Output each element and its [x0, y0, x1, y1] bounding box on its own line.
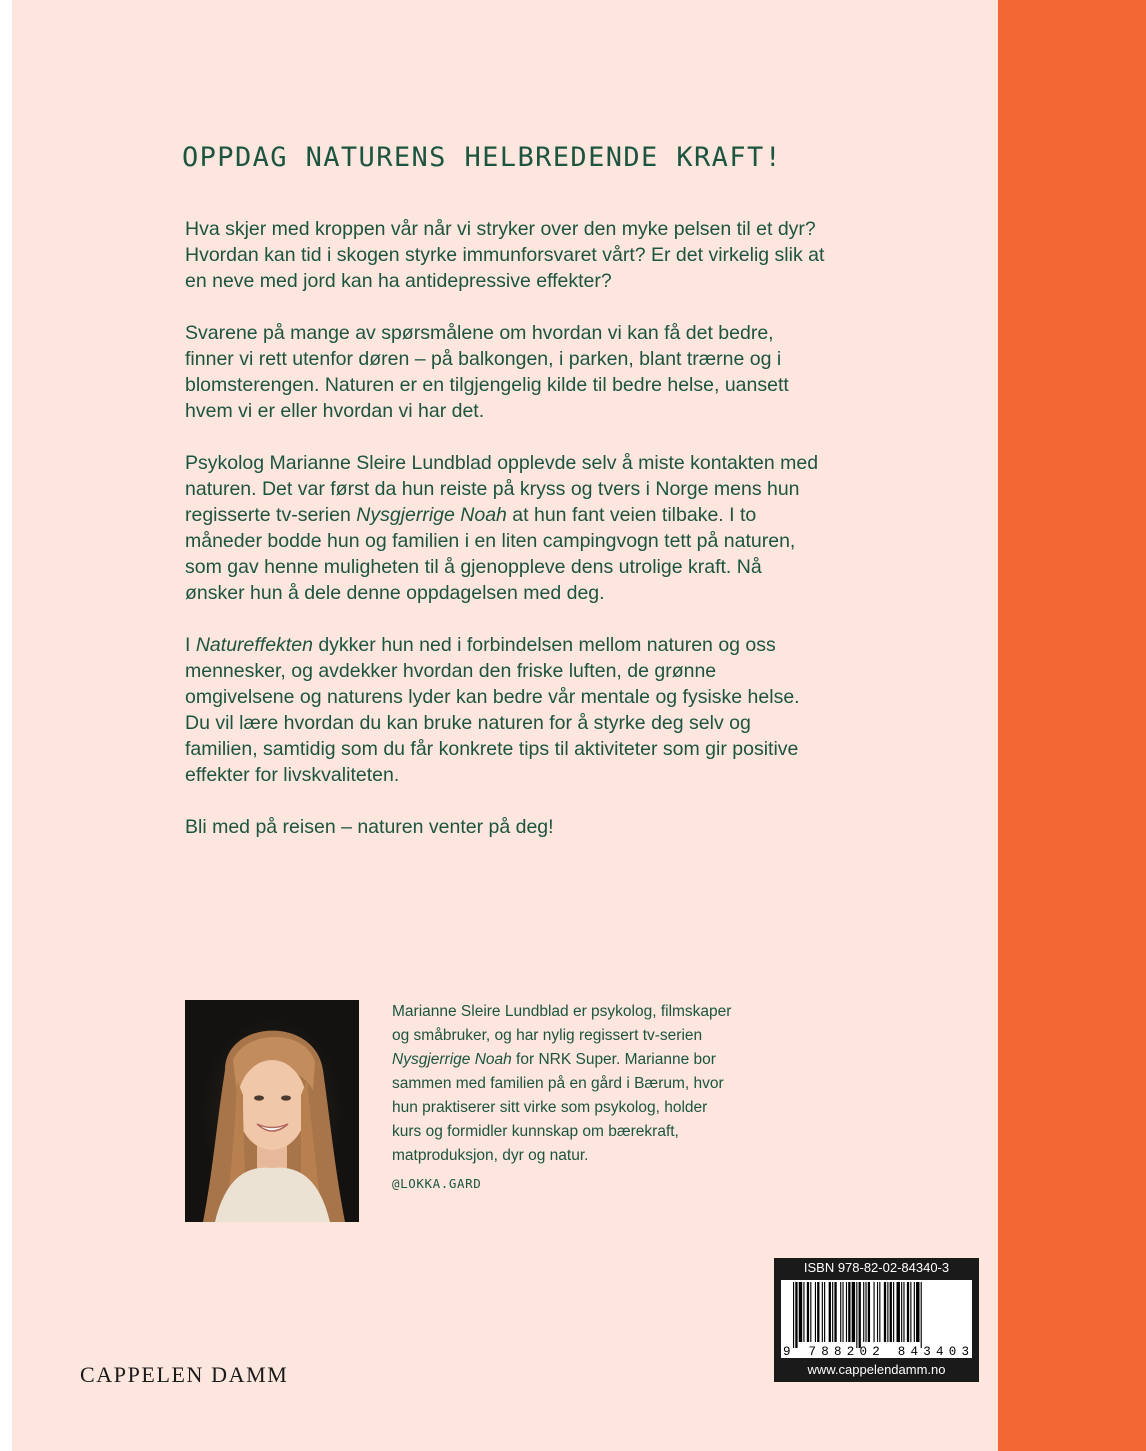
barcode-bar	[852, 1282, 855, 1342]
barcode-bar	[815, 1282, 816, 1342]
barcode-bar	[856, 1282, 857, 1348]
barcode-bar	[846, 1282, 847, 1342]
bio-text	[392, 1000, 732, 1168]
orange-spine-band	[998, 0, 1146, 1451]
barcode-bar	[890, 1282, 892, 1342]
paragraph-3-start: Psykolog Marianne Sleire Lundblad opplevde selv å miste kontakten med naturen. Det var først da hun reiste på kryss og tvers i Norge mens hun regisserte tv-serien	[185, 452, 819, 526]
instagram-handle: @LOKKA.GARD	[392, 1176, 482, 1191]
barcode-bar	[810, 1282, 811, 1342]
barcode-bar	[799, 1282, 802, 1342]
paragraph-3-end: at hun fant veien tilbake. I to måneder bodde hun og familien i en liten campingvogn tett på naturen, som gav henne muligheten til å gjenoppleve dens utrolige kraft. Nå ønsker hun å dele denne oppdagelsen med deg.	[185, 504, 796, 604]
bio-series-title: Nysgjerrige Noah	[392, 1051, 512, 1068]
paragraph-4	[185, 632, 825, 788]
publisher-logo: CAPPELEN DAMM	[80, 1362, 289, 1387]
barcode-bar	[887, 1282, 888, 1342]
barcode-bar	[834, 1282, 836, 1342]
paragraph-1: Hva skjer med kroppen vår når vi stryker over den myke pelsen til et dyr? Hvordan kan tid i skogen styrke immunforsvaret vårt? Er det virkelig slik at en neve med jord kan ha antidepressive effekter?	[185, 218, 825, 292]
barcode-digits: 9 788202 843403	[783, 1345, 969, 1358]
barcode-bar	[793, 1282, 794, 1348]
bio-end: for NRK Super. Marianne bor sammen med familien på en gård i Bærum, hvor hun praktiserer sitt virke som psykolog, holder kurs og formidler kunnskap om bærekraft, matproduksjon, dyr og natur.	[392, 1051, 724, 1164]
barcode-bar	[840, 1282, 841, 1342]
barcode-bar	[907, 1282, 909, 1342]
barcode-bar	[877, 1282, 878, 1342]
author-bio	[392, 1000, 732, 1196]
barcode-bar	[897, 1282, 900, 1342]
barcode	[781, 1280, 972, 1358]
book-title: Natureffekten	[195, 634, 313, 656]
barcode-bar	[884, 1282, 886, 1342]
paragraph-3	[185, 450, 825, 606]
isbn-barcode	[774, 1258, 979, 1382]
headline: OPPDAG NATURENS HELBREDENDE KRAFT!	[182, 142, 783, 173]
blurb-text	[185, 216, 825, 866]
isbn-number: ISBN 978-82-02-84340-3	[803, 1260, 950, 1275]
barcode-bar	[916, 1282, 919, 1342]
author-photo	[185, 1000, 359, 1222]
barcode-bar	[868, 1282, 870, 1342]
barcode-bar	[914, 1282, 915, 1342]
paragraph-5: Bli med på reisen – naturen venter på deg!	[185, 816, 554, 838]
paragraph-4-end: dykker hun ned i forbindelsen mellom naturen og oss mennesker, og avdekker hvordan den friske luften, de grønne omgivelsene og naturens lyder kan bedre vår mentale og fysiske helse. Du vil lære hvordan du kan bruke naturen for å styrke deg selv og familien, samtidig som du får konkrete tips til aktiviteter som gir positive effekter for livskvaliteten.	[185, 634, 800, 786]
barcode-bar	[874, 1282, 875, 1342]
paragraph-4-start: I	[185, 634, 196, 656]
paragraph-2: Svarene på mange av spørsmålene om hvordan vi kan få det bedre, finner vi rett utenfor døren – på balkongen, i parken, blant trærne og i blomsterengen. Naturen er en tilgjengelig kilde til bedre helse, uansett hvem vi er eller hvordan vi har det.	[185, 322, 789, 422]
barcode-bar	[859, 1282, 861, 1348]
series-title: Nysgjerrige Noah	[356, 504, 507, 526]
barcode-bar	[893, 1282, 894, 1342]
barcode-bar	[910, 1282, 911, 1342]
barcode-bar	[921, 1282, 922, 1348]
barcode-bar	[817, 1282, 819, 1342]
barcode-bar	[903, 1282, 904, 1342]
barcode-bar	[795, 1282, 797, 1348]
barcode-bar	[832, 1282, 833, 1342]
barcode-bar	[829, 1282, 831, 1342]
barcode-bar	[824, 1282, 825, 1342]
barcode-bar	[822, 1282, 823, 1342]
barcode-bar	[807, 1282, 809, 1342]
barcode-bar	[848, 1282, 850, 1342]
barcode-bar	[803, 1282, 804, 1342]
barcode-bar	[879, 1282, 880, 1342]
publisher-url: www.cappelendamm.no	[807, 1362, 946, 1377]
barcode-bar	[865, 1282, 866, 1342]
barcode-bar	[863, 1282, 864, 1342]
bio-start: Marianne Sleire Lundblad er psykolog, filmskaper og småbruker, og har nylig regissert tv-serien	[392, 1003, 732, 1044]
barcode-bars	[781, 1280, 972, 1358]
left-margin-strip	[0, 0, 12, 1451]
barcode-bar	[842, 1282, 843, 1342]
barcode-bar	[901, 1282, 902, 1342]
